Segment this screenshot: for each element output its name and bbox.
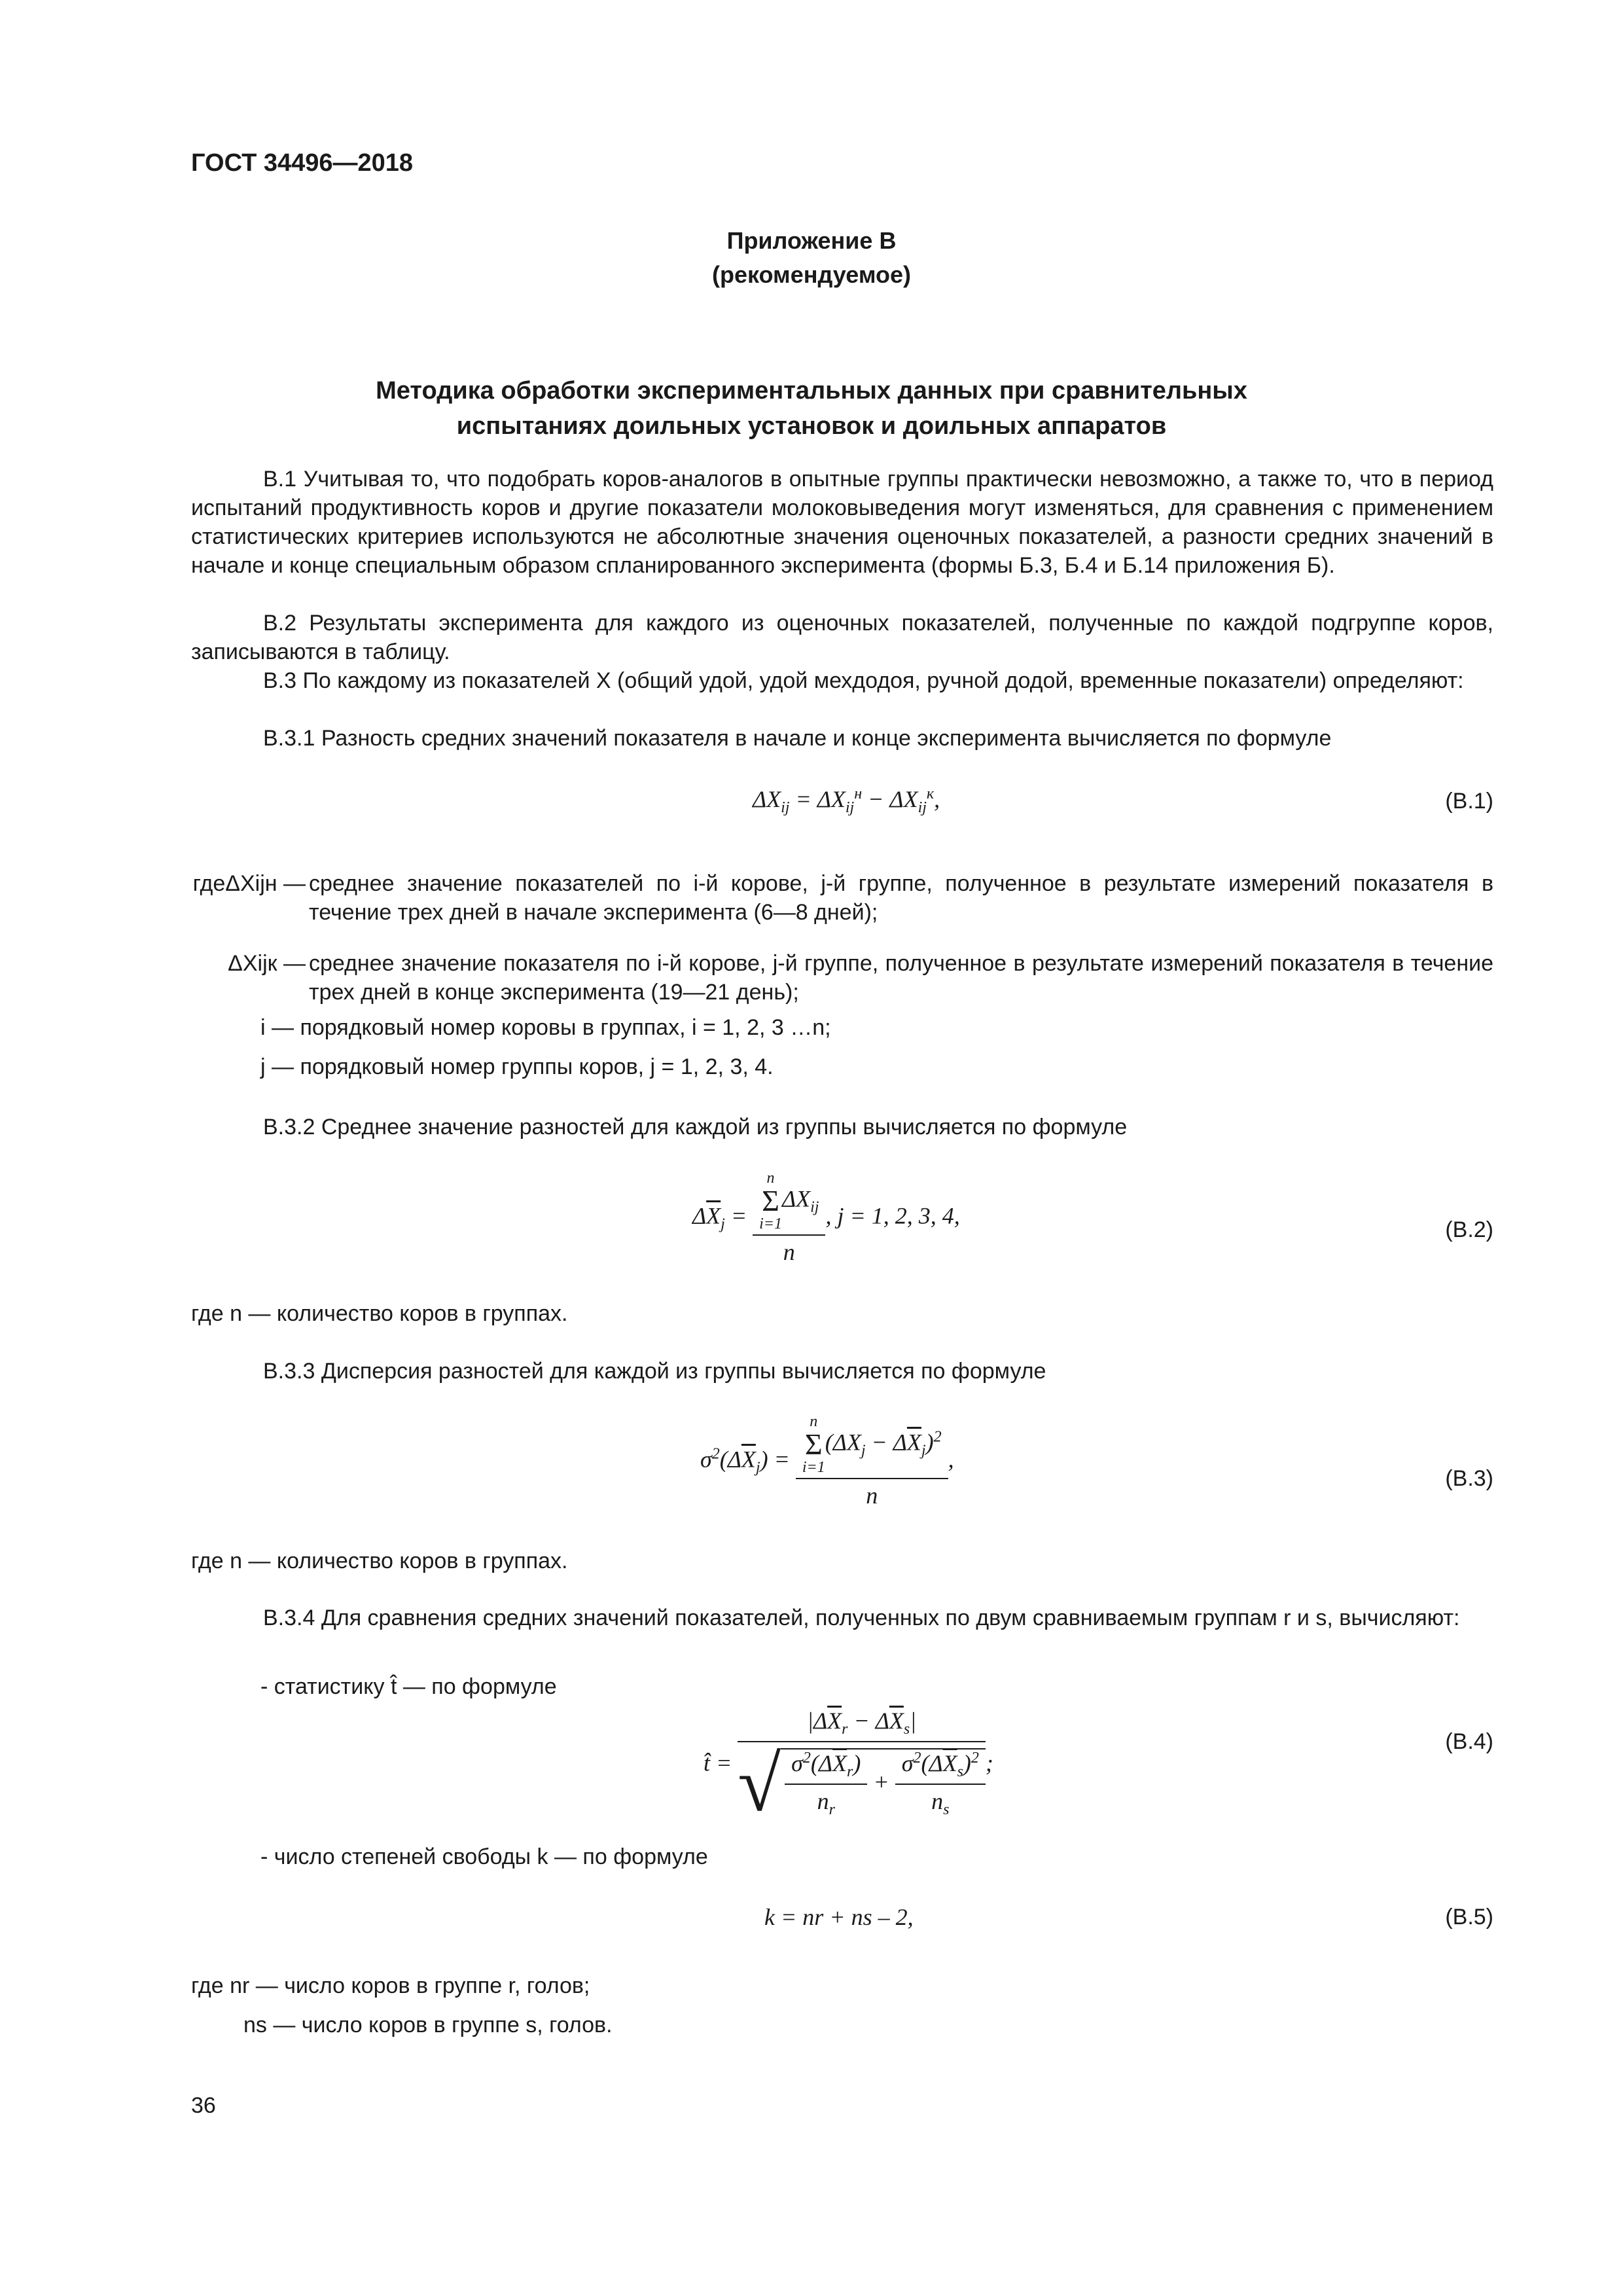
formula-b2: $\Delta\overline{X}_j$ = n Σ i=1 $\Delta X_{ij}$ n , j = 1, 2, 3, 4, — [692, 1170, 960, 1265]
list-item-t: - статистику t̂ — по формуле — [260, 1674, 557, 1699]
section-title-line1: Методика обработки экспериментальных данных при сравнительных — [376, 377, 1247, 404]
paragraph-v33 — [191, 1357, 1493, 1386]
definition-text-2: среднее значение показателя по i-й корове, j-й группе, полученное в результате измерений показателя в течение трех дней в конце эксперимента (19—21 день); — [309, 951, 1493, 1005]
definition-j: j — порядковый номер группы коров, j = 1, 2, 3, 4. — [260, 1054, 774, 1079]
paragraph-v3 — [191, 666, 1493, 695]
appendix-status: (рекомендуемое) — [712, 261, 911, 288]
definition-n-2: где n — количество коров в группах. — [191, 1549, 568, 1573]
formula-number-b3: (В.3) — [1445, 1466, 1493, 1491]
formula-b2-fraction: n Σ i=1 $\Delta X_{ij}$ n — [753, 1170, 825, 1266]
section-title — [0, 373, 1623, 444]
formula-number-b2: (В.2) — [1445, 1217, 1493, 1242]
definition-ns: ns — число коров в группе s, голов. — [243, 2013, 613, 2037]
section-title-line2: испытаниях доильных установок и доильных аппаратов — [456, 412, 1167, 440]
formula-number-b4: (В.4) — [1445, 1729, 1493, 1754]
paragraph-v32 — [191, 1113, 1493, 1141]
definition-n-1: где n — количество коров в группах. — [191, 1301, 568, 1326]
formula-number-b5: (В.5) — [1445, 1905, 1493, 1929]
paragraph-v33-text: В.3.3 Дисперсия разностей для каждой из группы вычисляется по формуле — [263, 1359, 1046, 1384]
list-item-k: - число степеней свободы k — по формуле — [260, 1844, 708, 1869]
paragraph-v2-text: В.2 Результаты эксперимента для каждого из оценочных показателей, полученные по каждой подгруппе коров, записываются в таблицу. — [191, 611, 1493, 664]
paragraph-v1-text: В.1 Учитывая то, что подобрать коров-аналогов в опытные группы практически невозможно, а также то, что в период испытаний продуктивность коров и другие показатели молоковыведения могут изменяться, для сравнения с применением статистических критериев используются не абсолютные значения оценочных показателей, а разности средних значений в начале и конце специальным образом спланированного эксперимента (формы Б.3, Б.4 и Б.14 приложения Б). — [191, 467, 1493, 578]
definition-term-2: ΔXijк — — [228, 951, 306, 976]
paragraph-v31 — [191, 724, 1493, 753]
paragraph-v1 — [191, 465, 1493, 580]
formula-b5 — [764, 1903, 914, 1931]
paragraph-v31-text: В.3.1 Разность средних значений показателя в начале и конце эксперимента вычисляется по формуле — [263, 726, 1332, 751]
paragraph-v2 — [191, 609, 1493, 666]
definition-text-1: среднее значение показателей по i-й корове, j-й группе, полученное в результате измерений показателя в течение трех дней в начале эксперимента (6—8 дней); — [309, 871, 1493, 925]
formula-b4: t̂ = $|\Delta\overline{X}_r - \Delta\overline{X}_s|$ √ $\frac{\sigma^2(\Delta\overline{X}_r)}{n_r}$ + $\frac{\sigma^2(\Delta\overline{X}_s)^2}{n_s}$ ; — [704, 1708, 993, 1828]
definition-i: i — порядковый номер коровы в группах, i = 1, 2, 3 …n; — [260, 1015, 831, 1040]
formula-b2-tail: , j = 1, 2, 3, 4, — [825, 1202, 960, 1229]
formula-b1: $\Delta X_{ij} = \Delta X_{ij}^н - \Delta X_{ij}^к$, — [753, 785, 940, 817]
appendix-heading — [0, 224, 1623, 292]
paragraph-v34 — [191, 1604, 1493, 1632]
formula-b3: $\sigma^2(\Delta\overline{X}_j)$ = n Σ i=1 $(\Delta X_j - \Delta\overline{X}_j)^2$ n , — [700, 1413, 954, 1509]
paragraph-v3-text: В.3 По каждому из показателей X (общий удой, удой мехдодоя, ручной додой, временные показатели) определяют: — [263, 668, 1464, 693]
formula-b5-text: k = nr + ns – 2, — [764, 1904, 914, 1930]
paragraph-v34-text: В.3.4 Для сравнения средних значений показателей, полученных по двум сравниваемым группам r и s, вычисляют: — [263, 1605, 1460, 1630]
appendix-title: Приложение В — [726, 227, 897, 254]
formula-b3-fraction: n Σ i=1 $(\Delta X_j - \Delta\overline{X}_j)^2$ n — [796, 1414, 948, 1509]
document-header: ГОСТ 34496—2018 — [191, 149, 414, 177]
formula-number-b1: (В.1) — [1445, 789, 1493, 814]
paragraph-v32-text: В.3.2 Среднее значение разностей для каждой из группы вычисляется по формуле — [263, 1115, 1128, 1139]
formula-b4-fraction: $|\Delta\overline{X}_r - \Delta\overline{X}_s|$ √ $\frac{\sigma^2(\Delta\overline{X}_r)}{n_r}$ + $\frac{\sigma^2(\Delta\overline{X}_s)^2}{n_s}$ — [738, 1707, 986, 1823]
page-number: 36 — [191, 2093, 216, 2118]
definition-term-1: гдеΔXijн — — [192, 871, 306, 896]
definition-nr: где nr — число коров в группе r, голов; — [191, 1973, 590, 1998]
